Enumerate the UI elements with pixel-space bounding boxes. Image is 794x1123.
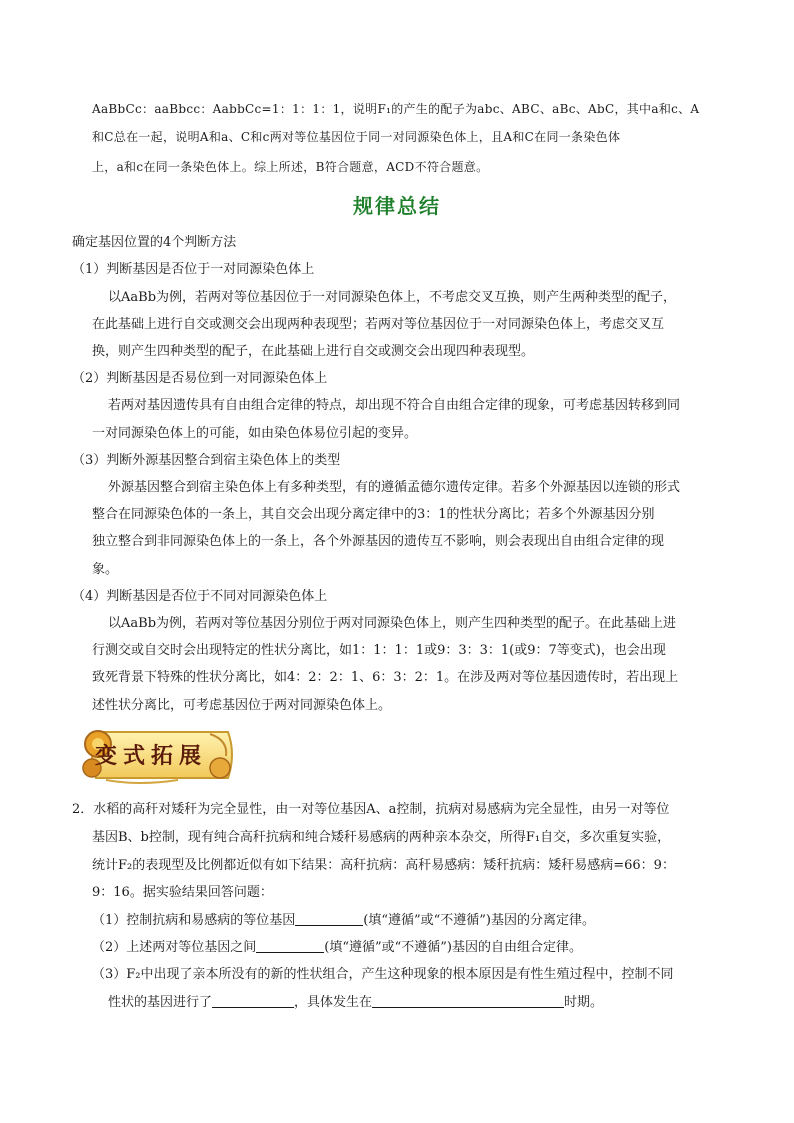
sub-question-1: [92, 911, 595, 930]
sub-question-2-hint: (填“遵循”或“不遵循”)基因的自由组合定律。: [324, 940, 583, 955]
method-3-line-3: 独立整合到非同源染色体上的一条上，各个外源基因的遗传互不影响，则会表现出自由组合定律的现: [92, 534, 665, 549]
explanation-line-3: 上，a和c在同一条染色体上。综上所述，B符合题意，ACD不符合题意。: [92, 160, 489, 174]
method-4-line-3: 致死背景下特殊的性状分离比，如4：2：2：1、6：3：2：1。在涉及两对等位基因遗传时，若出现上: [92, 670, 679, 685]
sub-question-3-line-2: [108, 993, 603, 1012]
explanation-line-1: AaBbCc：aaBbcc：AabbCc=1：1：1：1，说明F₁的产生的配子为abc、ABC、aBc、AbC，其中a和c、A: [92, 102, 700, 116]
method-4-line-1: 以AaBb为例，若两对等位基因分别位于两对同源染色体上，则产生四种类型的配子。在此基础上进: [108, 616, 677, 631]
section-title: 规律总结: [353, 194, 441, 218]
method-4-line-2: 行测交或自交时会出现特定的性状分离比，如1：1：1：1或9：3：3：1(或9：7等变式)，也会出现: [92, 643, 666, 658]
method-2-line-1: 若两对基因遗传具有自由组合定律的特点，却出现不符合自由组合定律的现象，可考虑基因转移到同: [108, 398, 681, 413]
method-4-heading: （4）判断基因是否位于不同对同源染色体上: [72, 589, 328, 604]
method-1-line-1: 以AaBb为例，若两对等位基因位于一对同源染色体上，不考虑交叉互换，则产生两种类型的配子，: [108, 290, 677, 305]
sub-question-3-mid: ，具体发生在: [294, 995, 373, 1010]
method-1-line-2: 在此基础上进行自交或测交会出现两种表现型；若两对等位基因位于一对同源染色体上，考虑交叉互: [92, 317, 665, 332]
sub-question-3-end: 时期。: [564, 995, 604, 1010]
question-line-3: 统计F₂的表现型及比例都近似有如下结果：高秆抗病：高秆易感病：矮秆抗病：矮秆易感病=66：9：: [92, 858, 675, 873]
method-3-heading: （3）判断外源基因整合到宿主染色体上的类型: [72, 453, 341, 468]
method-1-line-3: 换，则产生四种类型的配子，在此基础上进行自交或测交会出现四种表现型。: [92, 344, 535, 359]
question-line-1: 2．水稻的高秆对矮秆为完全显性，由一对等位基因A、a控制，抗病对易感病为完全显性，由另一对等位: [72, 802, 670, 817]
badge-label: 变式拓展: [95, 743, 208, 769]
summary-intro: 确定基因位置的4个判断方法: [72, 235, 237, 250]
answer-blank-3[interactable]: [212, 993, 294, 1008]
sub-question-3-line-1: （3）F₂中出现了亲本所没有的新的性状组合，产生这种现象的根本原因是有性生殖过程中，控制不同: [92, 967, 674, 982]
method-2-heading: （2）判断基因是否易位到一对同源染色体上: [72, 371, 328, 386]
method-3-line-1: 外源基因整合到宿主染色体上有多种类型，有的遵循孟德尔遗传定律。若多个外源基因以连锁的形式: [108, 480, 681, 495]
question-line-4: 9：16。据实验结果回答问题：: [92, 885, 273, 900]
sub-question-2-text: （2）上述两对等位基因之间: [92, 940, 257, 955]
sub-question-3-text: 性状的基因进行了: [108, 995, 213, 1010]
method-3-line-4: 象。: [92, 562, 119, 577]
answer-blank-2[interactable]: [256, 938, 324, 953]
method-4-line-4: 述性状分离比，可考虑基因位于两对同源染色体上。: [92, 698, 392, 713]
method-1-heading: （1）判断基因是否位于一对同源染色体上: [72, 262, 315, 277]
sub-question-1-hint: (填“遵循”或“不遵循”)基因的分离定律。: [363, 913, 596, 928]
method-2-line-2: 一对同源染色体上的可能，如由染色体易位引起的变异。: [92, 426, 418, 441]
sub-question-2: [92, 938, 582, 957]
answer-blank-4[interactable]: [372, 993, 564, 1008]
answer-blank-1[interactable]: [295, 911, 363, 926]
explanation-line-2: 和C总在一起，说明A和a、C和c两对等位基因位于同一对同源染色体上，且A和C在同一条染色体: [92, 130, 621, 144]
question-line-2: 基因B、b控制，现有纯合高秆抗病和纯合矮秆易感病的两种亲本杂交，所得F₁自交，多次重复实验，: [92, 830, 671, 845]
method-3-line-2: 整合在同源染色体的一条上，其自交会出现分离定律中的3：1的性状分离比；若多个外源基因分别: [92, 507, 655, 522]
sub-question-1-text: （1）控制抗病和易感病的等位基因: [92, 913, 296, 928]
